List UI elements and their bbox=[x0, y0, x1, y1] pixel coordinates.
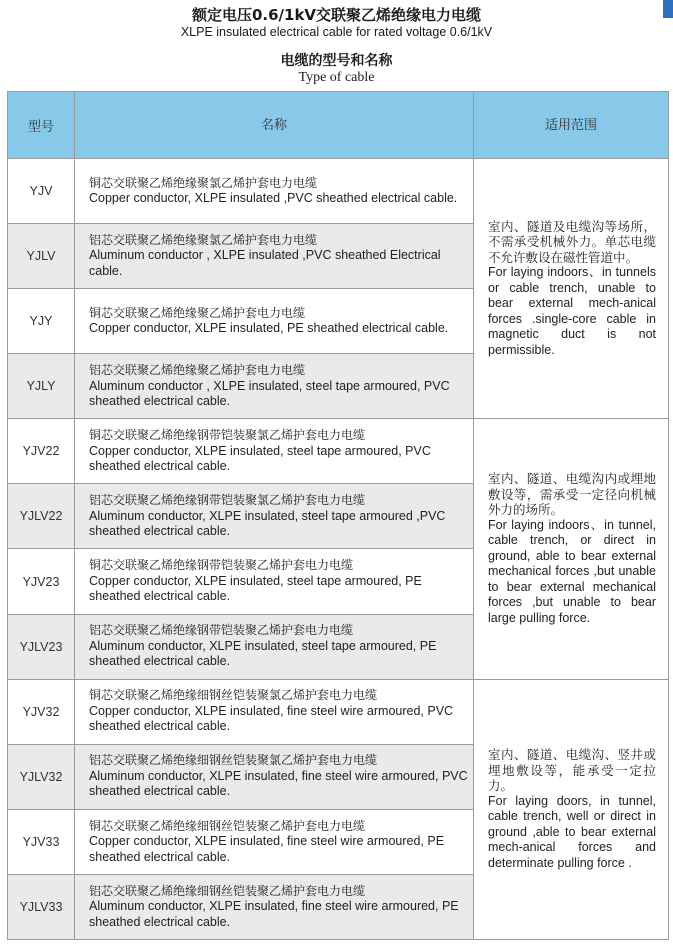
scope-en: For laying indoors、in tunnels or cable trench, unable to bear external mech-anical forces .single-core cable in magnetic duct is not permissible. bbox=[488, 265, 656, 357]
name-cn: 铝芯交联聚乙烯绝缘细钢丝铠装聚氯乙烯护套电力电缆 bbox=[89, 753, 378, 768]
model-cell: YJV23 bbox=[8, 549, 75, 614]
name-en: Aluminum conductor, XLPE insulated, steel tape armoured ,PVC sheathed electrical cable. bbox=[89, 508, 446, 539]
scope-en: For laying indoors、in tunnel, cable trench, or direct in ground, able to bear external mechanical forces ,but unable to bear external mechanical forces ,but unable to bear large pulling force. bbox=[488, 517, 656, 625]
name-cn: 铜芯交联聚乙烯绝缘钢带铠装聚氯乙烯护套电力电缆 bbox=[89, 428, 366, 443]
name-cell bbox=[75, 419, 474, 484]
name-cn: 铜芯交联聚乙烯绝缘细钢丝铠装聚乙烯护套电力电缆 bbox=[89, 818, 366, 833]
model-cell: YJLV32 bbox=[8, 744, 75, 809]
model-cell: YJLV33 bbox=[8, 874, 75, 939]
name-cn: 铝芯交联聚乙烯绝缘钢带铠装聚乙烯护套电力电缆 bbox=[89, 623, 354, 638]
table-row bbox=[8, 419, 669, 484]
model-cell: YJV22 bbox=[8, 419, 75, 484]
scope-cn: 室内、隧道、电缆沟、竖井或埋地敷设等，能承受一定拉力。 bbox=[488, 747, 656, 794]
header-name: 名称 bbox=[75, 92, 474, 159]
name-en: Aluminum conductor, XLPE insulated, fine steel wire armoured, PE sheathed electrical cable. bbox=[89, 899, 459, 929]
name-cell bbox=[75, 744, 474, 809]
name-cell bbox=[75, 874, 474, 939]
model-cell: YJV32 bbox=[8, 679, 75, 744]
name-cn: 铝芯交联聚乙烯绝缘细钢丝铠装聚乙烯护套电力电缆 bbox=[89, 883, 366, 898]
header-scope: 适用范围 bbox=[474, 92, 669, 159]
section-title-cn: 电缆的型号和名称 bbox=[280, 53, 393, 69]
name-cell bbox=[75, 354, 474, 419]
name-en: Copper conductor, XLPE insulated, PE sheathed electrical cable. bbox=[89, 321, 449, 336]
name-en: Copper conductor, XLPE insulated, fine steel wire armoured, PE sheathed electrical cable. bbox=[89, 834, 445, 864]
model-cell: YJLV22 bbox=[8, 484, 75, 549]
name-cn: 铝芯交联聚乙烯绝缘钢带铠装聚氯乙烯护套电力电缆 bbox=[89, 493, 366, 508]
scope-cell bbox=[474, 419, 669, 679]
name-cn: 铜芯交联聚乙烯绝缘聚乙烯护套电力电缆 bbox=[89, 305, 306, 320]
scope-cn: 室内、隧道及电缆沟等场所，不需承受机械外力。单芯电缆不允许敷设在磁性管道中。 bbox=[488, 218, 656, 265]
name-cn: 铜芯交联聚乙烯绝缘钢带铠装聚乙烯护套电力电缆 bbox=[89, 558, 354, 573]
table-row bbox=[8, 679, 669, 744]
section-title-en: Type of cable bbox=[298, 70, 375, 85]
name-en: Copper conductor, XLPE insulated ,PVC sheathed electrical cable. bbox=[89, 191, 458, 206]
model-cell: YJV bbox=[8, 159, 75, 224]
name-cn: 铜芯交联聚乙烯绝缘聚氯乙烯护套电力电缆 bbox=[89, 175, 318, 190]
name-en: Copper conductor, XLPE insulated, steel tape armoured, PE sheathed electrical cable. bbox=[89, 573, 422, 604]
name-en: Copper conductor, XLPE insulated, steel tape armoured, PVC sheathed electrical cable. bbox=[89, 443, 431, 474]
model-cell: YJV33 bbox=[8, 809, 75, 874]
model-cell: YJY bbox=[8, 289, 75, 354]
name-en: Aluminum conductor, XLPE insulated, steel tape armoured, PE sheathed electrical cable. bbox=[89, 638, 437, 669]
name-cell bbox=[75, 484, 474, 549]
name-en: Aluminum conductor , XLPE insulated ,PVC sheathed Electrical cable. bbox=[89, 248, 441, 278]
model-cell: YJLV23 bbox=[8, 614, 75, 679]
scope-cell bbox=[474, 159, 669, 419]
header-model: 型号 bbox=[8, 92, 75, 159]
page-title-cn: 额定电压0.6/1kV交联聚乙烯绝缘电力电缆 bbox=[191, 6, 482, 24]
name-en: Aluminum conductor , XLPE insulated, steel tape armoured, PVC sheathed electrical cable. bbox=[89, 378, 450, 409]
name-cell bbox=[75, 159, 474, 224]
name-cn: 铝芯交联聚乙烯绝缘聚氯乙烯护套电力电缆 bbox=[89, 232, 318, 247]
scope-en: For laying doors, in tunnel, cable trench, well or direct in ground ,able to bear external mech-anical forces and determinate pulling force . bbox=[488, 793, 656, 870]
page-title-en: XLPE insulated electrical cable for rated voltage 0.6/1kV bbox=[180, 25, 493, 39]
name-cell bbox=[75, 224, 474, 289]
model-cell: YJLY bbox=[8, 354, 75, 419]
table-row bbox=[8, 159, 669, 224]
name-cn: 铜芯交联聚乙烯绝缘细钢丝铠装聚氯乙烯护套电力电缆 bbox=[89, 688, 378, 703]
name-en: Copper conductor, XLPE insulated, fine steel wire armoured, PVC sheathed electrical cable. bbox=[89, 703, 454, 734]
model-cell: YJLV bbox=[8, 224, 75, 289]
scope-cell bbox=[474, 679, 669, 939]
name-cell bbox=[75, 614, 474, 679]
name-cell bbox=[75, 289, 474, 354]
name-cell bbox=[75, 679, 474, 744]
cable-type-table bbox=[7, 91, 669, 940]
name-cell bbox=[75, 549, 474, 614]
name-cn: 铝芯交联聚乙烯绝缘聚乙烯护套电力电缆 bbox=[89, 363, 306, 378]
name-en: Aluminum conductor, XLPE insulated, fine steel wire armoured, PVC sheathed electrical cable. bbox=[89, 768, 468, 799]
scope-cn: 室内、隧道、电缆沟内或埋地敷设等，需承受一定径向机械外力的场所。 bbox=[488, 471, 656, 518]
name-cell bbox=[75, 809, 474, 874]
